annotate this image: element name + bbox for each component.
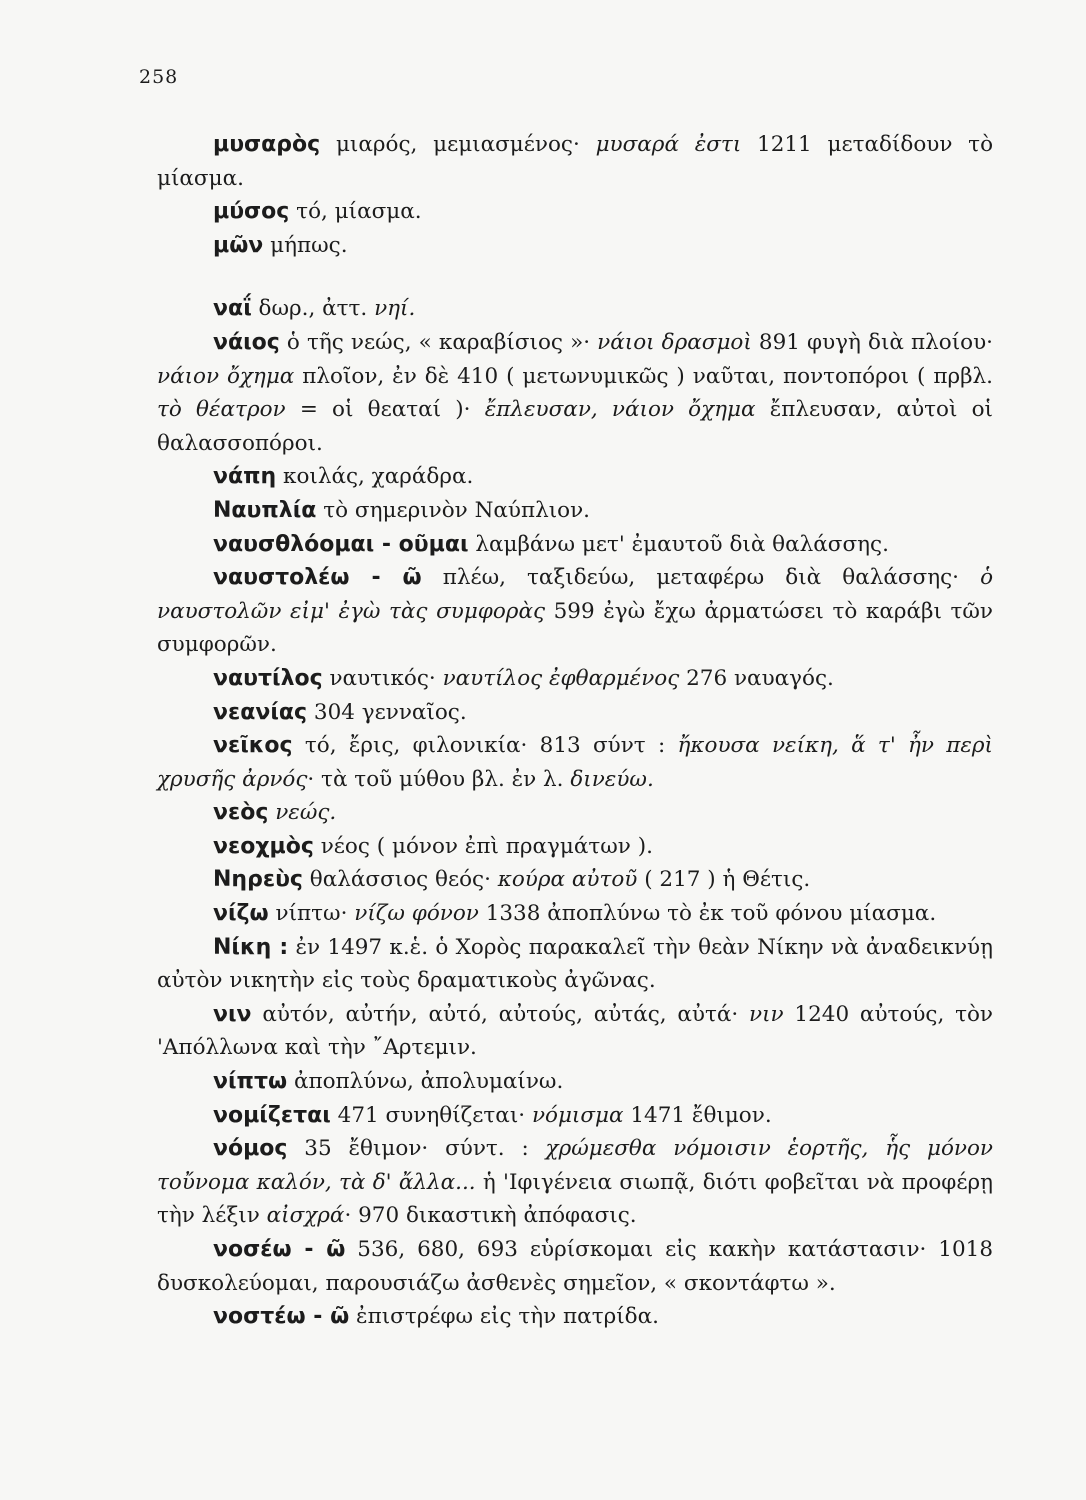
glossary-entry: [157, 696, 993, 730]
definition-text: μήπως.: [263, 232, 348, 258]
glossary-entry: [157, 326, 993, 460]
quoted-phrase: νάιοι δρασμοὶ: [597, 329, 752, 355]
quoted-phrase: νιν: [749, 1001, 784, 1027]
headword: νοσέω - ῶ: [213, 1237, 346, 1262]
definition-text: = οἱ θεαταί )·: [285, 397, 485, 423]
headword: νεὸς: [213, 800, 269, 826]
glossary-entry: [157, 229, 993, 263]
quoted-phrase: δινεύω.: [570, 766, 654, 792]
glossary-entry: [157, 1132, 993, 1233]
glossary-entry: [157, 662, 993, 696]
definition-text: 1471 ἔθιμον.: [623, 1102, 772, 1128]
glossary-entry: [157, 863, 993, 897]
definition-text: ναυτικός·: [322, 665, 443, 691]
definition-text: ἐν 1497 κ.ἑ. ὁ Χορὸς παρακαλεῖ τὴν θεὰν Νίκην νὰ ἀναδεικνύῃ αὐτὸν νικητὴν εἰς τοὺς δραματικοὺς ἀγῶνας.: [157, 934, 993, 994]
definition-text: πλοῖον, ἐν δὲ 410 ( μετωνυμικῶς ) ναῦται, ποντοπόροι ( πρβλ.: [294, 363, 993, 389]
headword: ναυστολέω - ῶ: [213, 565, 422, 591]
definition-text: 536, 680, 693 εὑρίσκομαι εἰς κακὴν κατάστασιν· 1018 δυσκολεύομαι, παρουσιάζω ἀσθενὲς σημεῖον, « σκοντάφτω ».: [157, 1237, 994, 1296]
quoted-phrase: νόμισμα: [531, 1102, 624, 1128]
headword: νιν: [213, 1001, 252, 1027]
glossary-entry: [157, 128, 993, 195]
headword: νεοχμὸς: [213, 833, 314, 859]
quoted-phrase: νάιον ὄχημα: [157, 363, 295, 389]
glossary-entry: [157, 729, 993, 796]
glossary-entry: [157, 897, 993, 931]
definition-text: 1240 αὐτούς, τὸν 'Απόλλωνα καὶ τὴν ῎Αρτεμιν.: [157, 1001, 993, 1061]
quoted-phrase: ἔπλευσαν, νάιον ὄχημα: [484, 397, 756, 423]
glossary-entry: [157, 830, 993, 864]
definition-text: 1338 ἀποπλύνω τὸ ἐκ τοῦ φόνου μίασμα.: [478, 901, 937, 927]
headword: Νίκη :: [213, 934, 289, 960]
quoted-phrase: τὸ θέατρον: [157, 397, 286, 423]
definition-text: λαμβάνω μετ' ἐμαυτοῦ διὰ θαλάσσης.: [468, 531, 889, 557]
glossary-entry: [157, 998, 993, 1065]
headword: νίπτω: [213, 1069, 288, 1095]
headword: νάιος: [213, 329, 280, 355]
definition-text: νέος ( μόνον ἐπὶ πραγμάτων ).: [313, 833, 653, 859]
glossary-entry: [157, 796, 993, 830]
definition-text: τὸ σημερινὸν Ναύπλιον.: [316, 497, 591, 523]
headword: ναυτίλος: [213, 665, 323, 691]
quoted-phrase: νίζω φόνον: [354, 901, 479, 927]
headword: μυσαρὸς: [213, 132, 321, 157]
headword: νόμος: [213, 1136, 288, 1162]
quoted-phrase: νηί.: [374, 296, 416, 322]
glossary-entry: [157, 1099, 993, 1133]
quoted-phrase: κούρα αὐτοῦ: [497, 867, 638, 893]
definition-text: 471 συνηθίζεται·: [330, 1102, 532, 1128]
glossary-entry: [157, 195, 993, 229]
headword: ναΐ: [213, 296, 252, 322]
quoted-phrase: μυσαρά ἐστι: [595, 132, 742, 157]
definition-text: τό, μίασμα.: [289, 199, 422, 225]
definition-text: 35 ἔθιμον· σύντ. :: [287, 1136, 546, 1162]
definition-text: νίπτω·: [268, 901, 355, 927]
headword: μῶν: [213, 232, 264, 258]
quoted-phrase: χρώμεσθα νόμοισιν ἑορτῆς, ἧς μόνον τοὔνομα καλόν, τὰ δ' ἄλλα...: [157, 1136, 993, 1195]
definition-text: ἐπιστρέφω εἰς τὴν πατρίδα.: [349, 1304, 659, 1330]
glossary-entry: [157, 528, 993, 562]
headword: Νηρεὺς: [213, 867, 303, 893]
definition-text: · τὰ τοῦ μύθου βλ. ἐν λ.: [307, 766, 571, 792]
definition-text: 276 ναυαγός.: [679, 665, 834, 691]
quoted-phrase: ναυτίλος ἐφθαρμένος: [442, 665, 680, 691]
glossary-entry: [157, 1300, 993, 1334]
definition-text: δωρ., ἀττ.: [251, 296, 375, 322]
headword: νομίζεται: [213, 1102, 331, 1128]
quoted-phrase: ἤκουσα νείκη, ἅ τ' ἦν περὶ χρυσῆς ἀρνός: [157, 733, 993, 792]
definition-text: 599 ἐγὼ ἔχω ἀρματώσει τὸ καράβι τῶν συμφορῶν.: [157, 598, 993, 658]
definition-text: αὐτόν, αὐτήν, αὐτό, αὐτούς, αὐτάς, αὐτά·: [251, 1001, 750, 1027]
definition-text: ἔπλευσαν, αὐτοὶ οἱ θαλασσοπόροι.: [157, 397, 993, 456]
headword: νίζω: [213, 901, 269, 927]
definition-text: ἡ 'Ιφιγένεια σιωπᾷ, διότι φοβεῖται νὰ προφέρῃ τὴν λέξιν: [157, 1169, 994, 1229]
quoted-phrase: ὁ ναυστολῶν εἰμ' ἐγὼ τὰς συμφορὰς: [157, 565, 994, 624]
glossary-entries: [157, 128, 993, 1334]
definition-text: κοιλάς, χαράδρα.: [276, 464, 474, 490]
page-number: 258: [139, 66, 179, 88]
definition-text: ( 217 ) ἡ Θέτις.: [637, 867, 811, 893]
glossary-entry: [157, 931, 993, 998]
definition-text: ἀποπλύνω, ἀπολυμαίνω.: [287, 1069, 564, 1095]
glossary-entry: [157, 1233, 993, 1300]
definition-text: τό, ἔρις, φιλονικία· 813 σύντ :: [292, 733, 678, 759]
headword: νάπη: [213, 464, 277, 490]
headword: νεῖκος: [213, 733, 293, 759]
glossary-entry: [157, 292, 993, 326]
definition-text: · 970 δικαστικὴ ἀπόφασις.: [344, 1203, 637, 1229]
quoted-phrase: αἰσχρά: [266, 1203, 345, 1229]
headword: ναυσθλόομαι - οῦμαι: [213, 531, 469, 557]
glossary-entry: [157, 494, 993, 528]
definition-text: 304 γενναῖος.: [307, 699, 467, 725]
headword: νεανίας: [213, 699, 308, 725]
headword: μύσος: [213, 199, 290, 225]
definition-text: ὁ τῆς νεώς, « καραβίσιος »·: [279, 329, 598, 355]
quoted-phrase: νεώς.: [275, 800, 337, 826]
definition-text: 891 φυγὴ διὰ πλοίου·: [751, 329, 993, 355]
definition-text: πλέω, ταξιδεύω, μεταφέρω διὰ θαλάσσης·: [421, 565, 981, 591]
glossary-entry: [157, 561, 993, 662]
definition-text: θαλάσσιος θεός·: [302, 867, 498, 893]
headword: Ναυπλία: [213, 497, 317, 523]
glossary-entry: [157, 1065, 993, 1099]
definition-text: 1211 μεταδίδουν τὸ μίασμα.: [157, 132, 994, 191]
glossary-entry: [157, 460, 993, 494]
definition-text: μιαρός, μεμιασμένος·: [320, 132, 596, 157]
headword: νοστέω - ῶ: [213, 1304, 350, 1330]
